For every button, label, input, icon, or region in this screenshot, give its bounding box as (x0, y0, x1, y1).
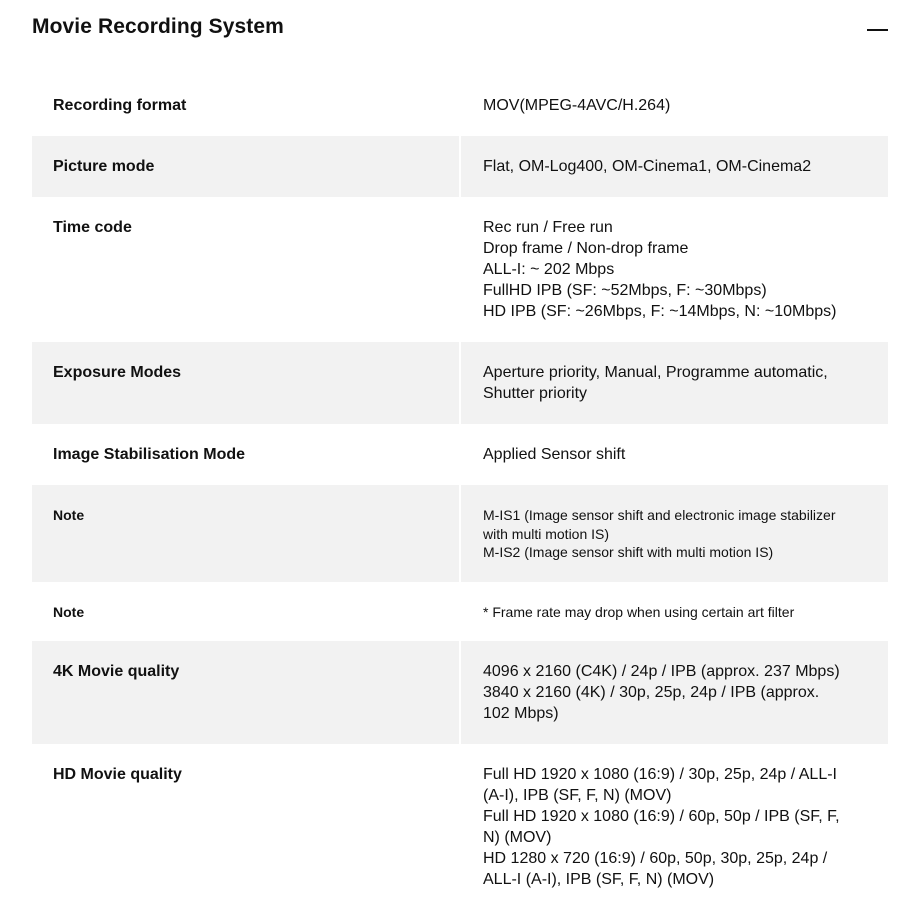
spec-row-picture-mode (32, 136, 888, 197)
spec-value-line: 3840 x 2160 (4K) / 30p, 25p, 24p / IPB (approx. (483, 684, 820, 701)
spec-label: Recording format (53, 97, 187, 114)
minus-icon (867, 29, 888, 31)
spec-value-line: * Frame rate may drop when using certain art filter (483, 603, 795, 620)
spec-label: Exposure Modes (32, 342, 459, 424)
spec-value-line: MOV(MPEG-4AVC/H.264) (483, 97, 671, 114)
spec-value-line: Full HD 1920 x 1080 (16:9) / 60p, 50p / IPB (SF, F, (483, 808, 840, 825)
spec-value (461, 582, 888, 642)
spec-value-line: M-IS2 (Image sensor shift with multi motion IS) (483, 544, 774, 560)
spec-value-line: 4096 x 2160 (C4K) / 24p / IPB (approx. 237 Mbps) (483, 663, 840, 680)
section-title: Movie Recording System (32, 15, 284, 38)
spec-label: Time code (53, 219, 132, 236)
spec-value-line: Flat, OM-Log400, OM-Cinema1, OM-Cinema2 (483, 158, 812, 175)
spec-value (461, 342, 888, 424)
spec-value-line: Aperture priority, Manual, Programme automatic, (483, 364, 828, 381)
spec-value (461, 485, 888, 582)
spec-value-line: ALL-I: ~ 202 Mbps (483, 261, 615, 278)
spec-row-4k-movie-quality (32, 641, 888, 744)
spec-label: 4K Movie quality (32, 641, 459, 744)
spec-value (461, 75, 888, 136)
spec-value-line: with multi motion IS) (483, 525, 610, 542)
spec-label: HD Movie quality (53, 766, 182, 783)
spec-value-line: 102 Mbps) (483, 705, 559, 722)
spec-value-line: Rec run / Free run (483, 219, 613, 236)
spec-row-recording-format (32, 75, 888, 136)
spec-value-line: HD 1280 x 720 (16:9) / 60p, 50p, 30p, 25p, 24p / (483, 850, 828, 867)
section-header[interactable] (0, 0, 900, 60)
spec-row-note-is (32, 485, 888, 582)
spec-value-line: HD IPB (SF: ~26Mbps, F: ~14Mbps, N: ~10Mbps) (483, 303, 837, 320)
spec-label: Image Stabilisation Mode (53, 446, 246, 463)
spec-value-line: (A-I), IPB (SF, F, N) (MOV) (483, 787, 672, 804)
spec-row-image-stabilisation-mode (32, 424, 888, 485)
spec-value-line: FullHD IPB (SF: ~52Mbps, F: ~30Mbps) (483, 282, 767, 299)
spec-value (461, 197, 888, 342)
spec-row-exposure-modes (32, 342, 888, 424)
spec-value-line: Full HD 1920 x 1080 (16:9) / 30p, 25p, 24p / ALL-I (483, 766, 837, 783)
spec-row-hd-movie-quality (32, 744, 888, 910)
spec-value-line: Applied Sensor shift (483, 446, 626, 463)
spec-label: Note (53, 603, 85, 620)
spec-table (32, 75, 888, 910)
spec-value-line: Drop frame / Non-drop frame (483, 240, 689, 257)
spec-row-note-art-filter (32, 582, 888, 642)
spec-value-line: ALL-I (A-I), IPB (SF, F, N) (MOV) (483, 871, 715, 888)
spec-value (461, 641, 888, 744)
spec-label: Picture mode (32, 136, 459, 197)
spec-value (461, 744, 888, 910)
spec-value-line: N) (MOV) (483, 829, 552, 846)
spec-row-time-code (32, 197, 888, 342)
spec-value-line: M-IS1 (Image sensor shift and electronic image stabilizer (483, 507, 836, 523)
spec-value-line: Shutter priority (483, 385, 588, 402)
spec-label: Note (32, 485, 459, 582)
spec-value (461, 424, 888, 485)
spec-value (461, 136, 888, 197)
collapse-button[interactable] (866, 18, 890, 42)
